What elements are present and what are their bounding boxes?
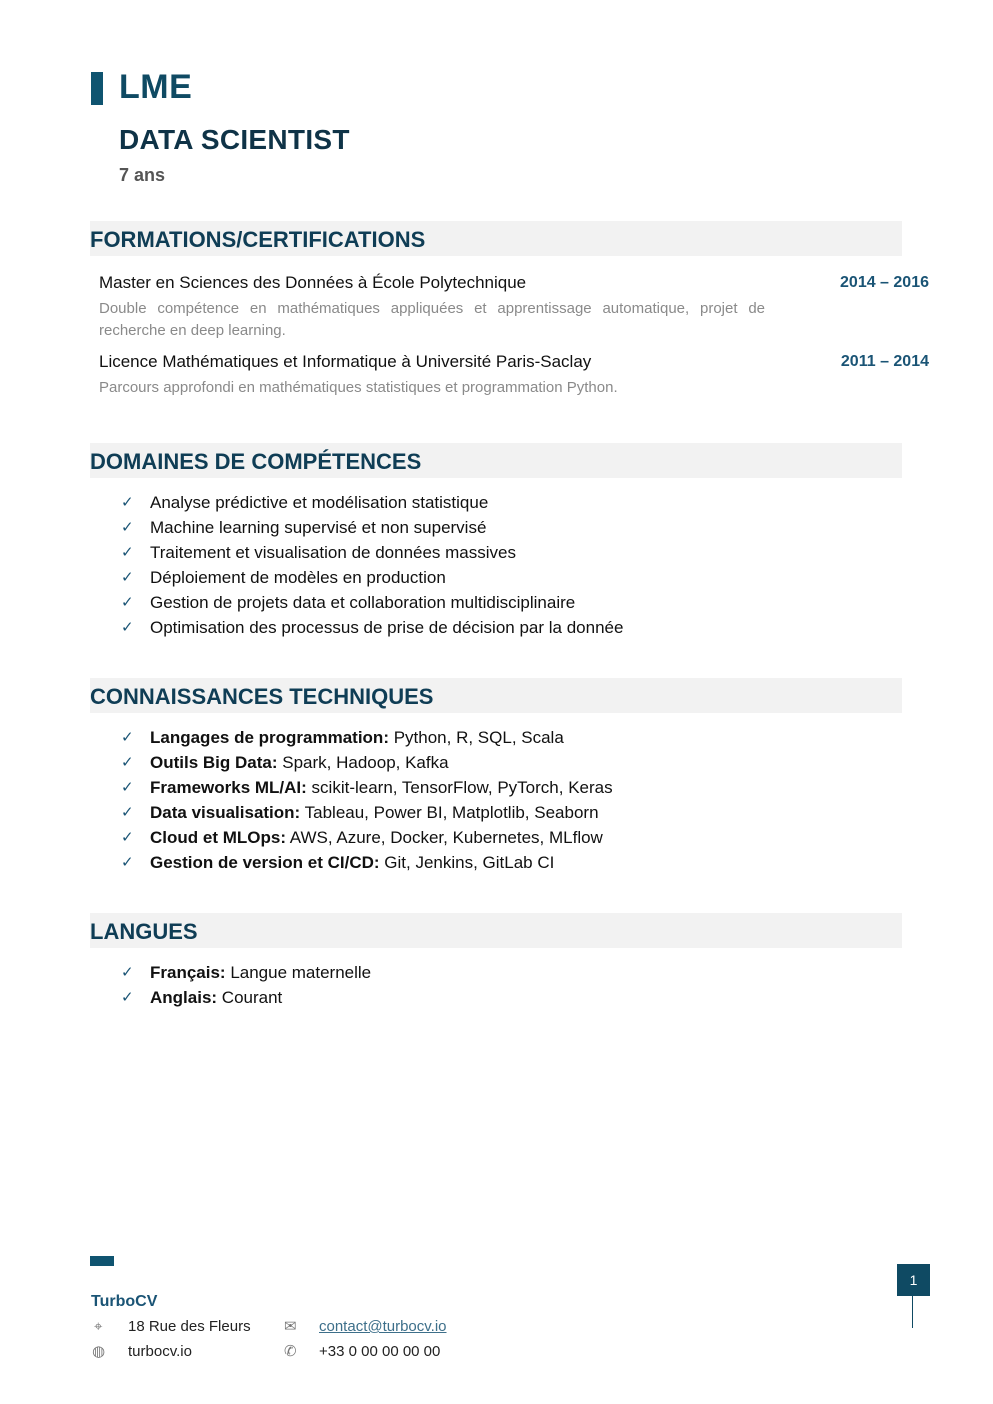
language-level: Courant (217, 988, 283, 1007)
technical-label: Outils Big Data: (150, 753, 278, 772)
check-icon: ✓ (121, 803, 134, 821)
footer-email-link[interactable]: contact@turbocv.io (319, 1318, 447, 1335)
education-entry (99, 351, 929, 399)
technical-label: Frameworks ML/AI: (150, 778, 307, 797)
education-entry-years: 2011 – 2014 (840, 353, 929, 370)
check-icon: ✓ (121, 493, 134, 511)
check-icon: ✓ (121, 728, 134, 746)
check-icon: ✓ (121, 778, 134, 796)
page-number-badge: 1 (897, 1264, 930, 1296)
check-icon: ✓ (121, 988, 134, 1006)
experience-years: 7 ans (119, 165, 166, 185)
education-entry-description: Double compétence en mathématiques appliquées et apprentissage automatique, projet de recherche en deep learning. (99, 300, 765, 339)
phone-icon: ✆ (284, 1342, 297, 1360)
list-item (90, 725, 902, 750)
education-entry-description: Parcours approfondi en mathématiques statistiques et programmation Python. (99, 379, 618, 396)
list-item (90, 800, 902, 825)
footer-website[interactable]: turbocv.io (128, 1343, 192, 1360)
list-item (90, 565, 902, 590)
languages-section (90, 913, 902, 1010)
skill-text: Gestion de projets data et collaboration multidisciplinaire (150, 593, 576, 612)
list-item (90, 615, 902, 640)
technical-label: Langages de programmation: (150, 728, 389, 747)
list-item (90, 540, 902, 565)
technical-list (90, 725, 902, 875)
header-accent-bar (91, 72, 103, 105)
technical-value: Tableau, Power BI, Matplotlib, Seaborn (300, 803, 599, 822)
technical-value: Python, R, SQL, Scala (388, 728, 564, 747)
check-icon: ✓ (121, 963, 134, 981)
skill-text: Optimisation des processus de prise de décision par la donnée (150, 618, 624, 637)
language-label: Français: (150, 963, 226, 982)
education-entry-title: Licence Mathématiques et Informatique à Université Paris-Saclay (99, 352, 592, 371)
footer-phone: +33 0 00 00 00 00 (319, 1343, 441, 1360)
technical-label: Cloud et MLOps: (150, 828, 286, 847)
job-title: DATA SCIENTIST (119, 124, 350, 155)
footer-brand: TurboCV (91, 1293, 158, 1310)
technical-value: scikit-learn, TensorFlow, PyTorch, Keras (306, 778, 613, 797)
languages-list (90, 960, 902, 1010)
technical-section (90, 678, 902, 875)
skill-text: Analyse prédictive et modélisation statistique (150, 493, 489, 512)
education-entry-years: 2014 – 2016 (840, 274, 929, 291)
technical-value: Git, Jenkins, GitLab CI (379, 853, 555, 872)
skills-list (90, 490, 902, 640)
envelope-icon: ✉ (284, 1317, 297, 1335)
language-level: Langue maternelle (225, 963, 372, 982)
education-section-header (90, 221, 902, 256)
check-icon: ✓ (121, 518, 134, 536)
technical-label: Data visualisation: (150, 803, 301, 822)
languages-section-title: LANGUES (90, 919, 198, 944)
check-icon: ✓ (121, 543, 134, 561)
language-label: Anglais: (150, 988, 218, 1007)
list-item (90, 590, 902, 615)
page-number-line (912, 1296, 913, 1328)
education-entry (99, 272, 929, 342)
skill-text: Machine learning supervisé et non supervisé (150, 518, 487, 537)
location-pin-icon: ⌖ (94, 1317, 103, 1335)
education-section-title: FORMATIONS/CERTIFICATIONS (90, 227, 426, 252)
check-icon: ✓ (121, 853, 134, 871)
footer-address: 18 Rue des Fleurs (128, 1318, 251, 1335)
technical-value: AWS, Azure, Docker, Kubernetes, MLflow (285, 828, 603, 847)
check-icon: ✓ (121, 568, 134, 586)
list-item (90, 985, 902, 1010)
check-icon: ✓ (121, 593, 134, 611)
list-item (90, 750, 902, 775)
list-item (90, 775, 902, 800)
skills-section (90, 443, 902, 640)
list-item (90, 490, 902, 515)
education-entry-title: Master en Sciences des Données à École Polytechnique (99, 273, 527, 292)
candidate-name: LME (119, 68, 193, 106)
list-item (90, 850, 902, 875)
globe-icon: ◍ (92, 1342, 106, 1360)
skill-text: Traitement et visualisation de données massives (150, 543, 516, 562)
skills-section-title: DOMAINES DE COMPÉTENCES (90, 449, 422, 474)
languages-section-header (90, 913, 902, 948)
skill-text: Déploiement de modèles en production (150, 568, 446, 587)
education-section (90, 221, 929, 399)
footer-accent-bar (90, 1256, 114, 1266)
list-item (90, 825, 902, 850)
technical-section-title: CONNAISSANCES TECHNIQUES (90, 684, 434, 709)
check-icon: ✓ (121, 828, 134, 846)
list-item (90, 960, 902, 985)
check-icon: ✓ (121, 618, 134, 636)
skills-section-header (90, 443, 902, 478)
technical-section-header (90, 678, 902, 713)
technical-label: Gestion de version et CI/CD: (150, 853, 380, 872)
list-item (90, 515, 902, 540)
check-icon: ✓ (121, 753, 134, 771)
technical-value: Spark, Hadoop, Kafka (277, 753, 449, 772)
